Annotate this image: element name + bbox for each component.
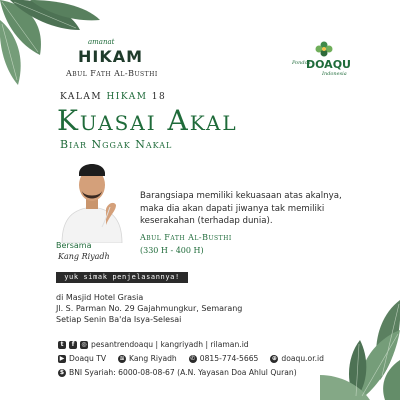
brand-series-name: HIKAM bbox=[78, 47, 144, 66]
whatsapp-number[interactable]: 0815-774-5665 bbox=[199, 354, 259, 363]
whatsapp-icon[interactable]: ✆ bbox=[190, 354, 196, 362]
partner-logo-name: DOAQU bbox=[306, 58, 351, 71]
facebook-icon[interactable]: f bbox=[69, 341, 77, 349]
donation-icon: $ bbox=[59, 368, 65, 376]
presenter-name: Kang Riyadh bbox=[58, 252, 110, 261]
contact-bank-row bbox=[58, 368, 297, 377]
page-title: Kuasai Akal bbox=[57, 104, 238, 137]
website-link[interactable]: doaqu.or.id bbox=[281, 354, 324, 363]
partner-logo bbox=[292, 40, 352, 80]
bank-account: BNI Syariah: 6000-08-08-67 (A.N. Yayasan Doa Ahlul Quran) bbox=[69, 368, 297, 377]
venue-line-2: Jl. S. Parman No. 29 Gajahmungkur, Semarang bbox=[56, 304, 243, 313]
social-handles[interactable]: pesantrendoaqu | kangriyadh | rilaman.id bbox=[91, 340, 249, 349]
instagram-icon[interactable]: ◎ bbox=[81, 340, 87, 348]
cta-banner: yuk simak penjelasannya! bbox=[56, 272, 188, 283]
spotify-channel[interactable]: Kang Riyadh bbox=[129, 354, 177, 363]
kalam-label bbox=[60, 92, 166, 102]
quote-author: Abul Fath Al-Busthi bbox=[140, 233, 232, 242]
twitter-icon[interactable]: t bbox=[58, 341, 66, 349]
kalam-word: HIKAM bbox=[106, 92, 148, 102]
venue-line-1: di Masjid Hotel Grasia bbox=[56, 293, 144, 302]
brand-series-small: amanat bbox=[88, 38, 115, 46]
kalam-number: 18 bbox=[151, 92, 167, 102]
presenter-label: Bersama bbox=[56, 241, 92, 250]
globe-icon[interactable]: ⊕ bbox=[271, 354, 277, 362]
kalam-prefix: KALAM bbox=[60, 92, 103, 102]
youtube-icon[interactable]: ▶ bbox=[59, 354, 65, 362]
presenter-photo bbox=[56, 155, 128, 243]
venue-line-3: Setiap Senin Ba'da Isya-Selesai bbox=[56, 315, 182, 324]
contact-social-row bbox=[58, 340, 249, 349]
page-subtitle: Biar Nggak Nakal bbox=[60, 138, 173, 151]
spotify-icon[interactable]: ≋ bbox=[119, 354, 125, 362]
partner-logo-prefix: Pondok bbox=[292, 60, 311, 66]
flower-logo-icon bbox=[314, 40, 334, 58]
brand-author: Abul Fath Al-Busthi bbox=[66, 69, 158, 78]
youtube-channel[interactable]: Doaqu TV bbox=[69, 354, 107, 363]
partner-logo-suffix: Indonesia bbox=[322, 71, 347, 77]
quote-text: Barangsiapa memiliki kekuasaan atas akalnya, maka dia akan dapati jiwanya tak memiliki keserakahan (terhadap dunia). bbox=[140, 191, 342, 226]
venue-block bbox=[56, 292, 242, 325]
quote-period: (330 H - 400 H) bbox=[140, 246, 204, 255]
contact-media-row bbox=[58, 354, 324, 363]
leaf-decoration-bottom-right bbox=[300, 290, 400, 400]
